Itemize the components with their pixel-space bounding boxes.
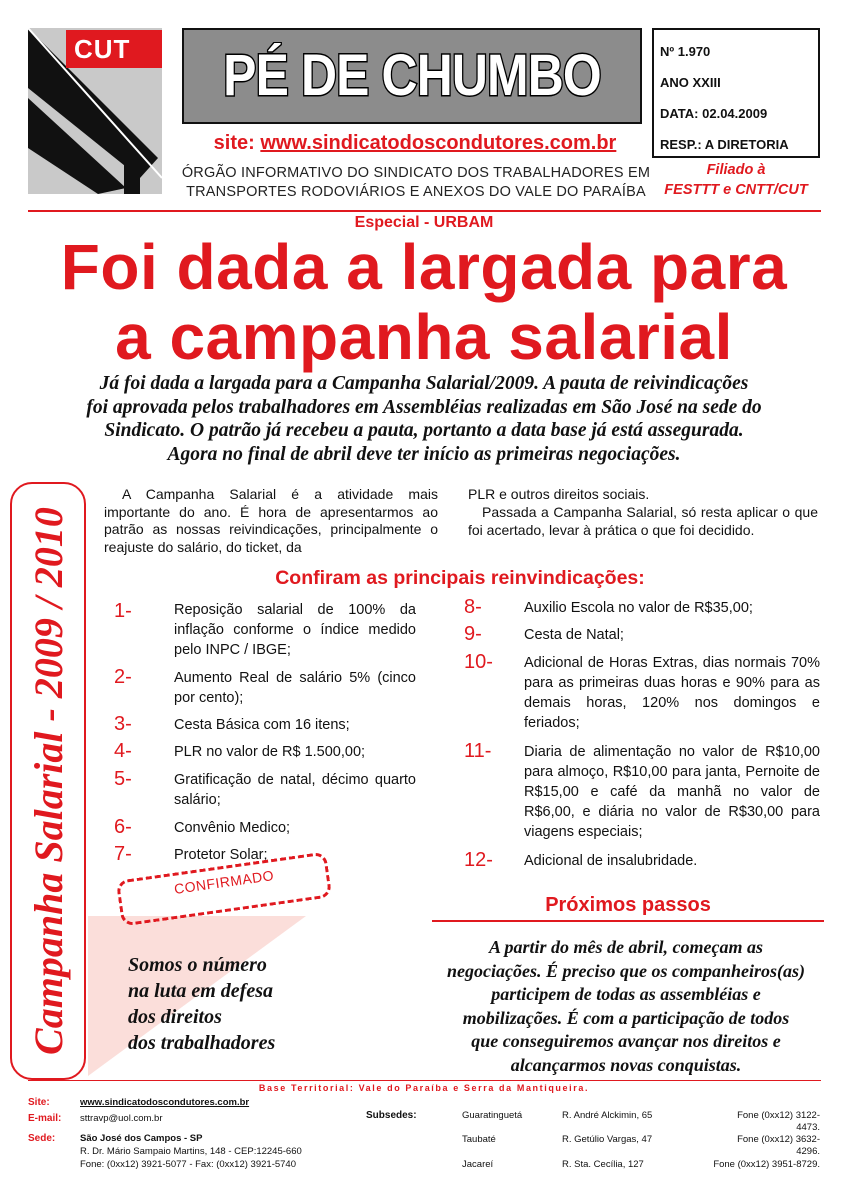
- site-line: [190, 132, 640, 155]
- slogan: [128, 952, 348, 1056]
- subsede-phone: Fone (0xx12) 3632-: [737, 1134, 820, 1145]
- footer-divider: [28, 1080, 821, 1081]
- side-banner-text: Campanha Salarial - 2009 / 2010: [26, 507, 71, 1055]
- demand-number: 12-: [464, 849, 493, 871]
- site-label: site:: [213, 132, 255, 154]
- footer-sede-label: Sede:: [28, 1133, 56, 1144]
- demand-number: 9-: [464, 623, 482, 645]
- slogan-line: dos trabalhadores: [128, 1032, 276, 1054]
- demand-text: Adicional de insalubridade.: [524, 853, 698, 869]
- demand-number: 4-: [114, 740, 132, 762]
- org-description: [176, 164, 656, 202]
- demand-text: Cesta Básica com 16 itens;: [174, 717, 350, 733]
- subsede-city: Jacareí: [462, 1159, 494, 1170]
- lead-line: foi aprovada pelos trabalhadores em Assembléias realizadas em São José na sede do: [86, 396, 762, 418]
- footer-sede-address: R. Dr. Mário Sampaio Martins, 148 - CEP:12245-660: [80, 1146, 302, 1157]
- org-line-1: ÓRGÃO INFORMATIVO DO SINDICATO DOS TRABALHADORES EM: [181, 165, 651, 181]
- demand-text: Aumento Real de salário 5% (cinco por cento);: [174, 670, 416, 706]
- slogan-line: Somos o número: [128, 954, 267, 976]
- lead-line: Sindicato. O patrão já recebeu a pauta, portanto a data base já está assegurada.: [104, 420, 744, 441]
- next-steps-divider: [432, 920, 824, 922]
- org-line-2: TRANSPORTES RODOVIÁRIOS E ANEXOS DO VALE DO PARAÍBA: [186, 184, 646, 200]
- affiliation: [652, 160, 820, 200]
- footer-subsedes-label: Subsedes:: [366, 1110, 417, 1121]
- next-steps-line: alcançarmos novas conquistas.: [510, 1054, 742, 1075]
- subsede-phone: Fone (0xx12) 3122-: [737, 1110, 820, 1121]
- issue-info-box: [652, 28, 820, 158]
- footer-sede-city: São José dos Campos - SP: [80, 1133, 203, 1144]
- lead-line: Agora no final de abril deve ter início as primeiras negociações.: [167, 443, 681, 465]
- demand-number: 2-: [114, 666, 132, 688]
- affiliation-line-1: Filiado à: [706, 162, 766, 178]
- footer-email-label: E-mail:: [28, 1113, 62, 1124]
- kicker: Especial - URBAM: [354, 214, 494, 231]
- headline-line-2: a campanha salarial: [115, 301, 733, 373]
- demand-number: 8-: [464, 596, 482, 618]
- issue-number: Nº 1.970: [660, 44, 711, 59]
- demand-number: 7-: [114, 843, 132, 865]
- subsede-phone: Fone (0xx12) 3951-8729.: [713, 1159, 820, 1170]
- demand-number: 5-: [114, 768, 132, 790]
- footer-site-label: Site:: [28, 1097, 50, 1108]
- next-steps-line: negociações. É preciso que os companheiros(as): [447, 960, 805, 981]
- newspaper-title: PÉ DE CHUMBO: [223, 43, 601, 108]
- next-steps-heading: Próximos passos: [545, 894, 711, 916]
- subsede-address: R. Getúlio Vargas, 47: [562, 1134, 653, 1145]
- intro-right-continuation: PLR e outros direitos sociais.: [468, 486, 650, 502]
- demand-number: 3-: [114, 713, 132, 735]
- headline-line-1: Foi dada a largada para: [60, 231, 788, 303]
- demand-text: Cesta de Natal;: [524, 627, 624, 643]
- demand-text: Protetor Solar;: [174, 847, 268, 863]
- headline: [0, 232, 848, 372]
- next-steps-line: que conseguiremos avançar nos direitos e: [471, 1031, 781, 1051]
- issue-responsible: RESP.: A DIRETORIA: [660, 137, 789, 152]
- next-steps-line: A partir do mês de abril, começam as: [489, 937, 763, 957]
- subsede-address: R. André Alckimin, 65: [562, 1110, 653, 1121]
- site-link[interactable]: www.sindicatodoscondutores.com.br: [260, 132, 617, 154]
- subsede-phone: 4296.: [796, 1146, 820, 1157]
- demand-number: 1-: [114, 600, 132, 622]
- subsede-phone: 4473.: [796, 1122, 820, 1133]
- demand-number: 10-: [464, 651, 493, 673]
- cut-logo: CUT: [66, 30, 162, 68]
- demand-text: PLR no valor de R$ 1.500,00;: [174, 744, 366, 760]
- intro-right-paragraph: Passada a Campanha Salarial, só resta aplicar o que foi acertado, levar à prática o que foi decidido.: [468, 504, 818, 538]
- footer-email-link[interactable]: sttravp@uol.com.br: [80, 1113, 163, 1124]
- issue-date: DATA: 02.04.2009: [660, 106, 768, 121]
- base-territorial: Base Territorial: Vale do Paraíba e Serra da Mantiqueira.: [258, 1083, 590, 1093]
- issue-year: ANO XXIII: [660, 75, 721, 90]
- next-steps-text: [428, 936, 824, 1077]
- slogan-line: dos direitos: [128, 1006, 222, 1028]
- affiliation-line-2: FESTTT e CNTT/CUT: [664, 182, 808, 198]
- demand-text: Reposição salarial de 100% da inflação conforme o índice medido pelo INPC / IBGE;: [174, 602, 416, 658]
- next-steps-line: mobilizações. É com a participação de todos: [462, 1007, 790, 1028]
- demand-text: Gratificação de natal, décimo quarto salário;: [174, 772, 416, 808]
- footer-site-link[interactable]: www.sindicatodoscondutores.com.br: [80, 1097, 250, 1108]
- intro-left-column: A Campanha Salarial é a atividade mais importante do ano. É hora de apresentarmos ao patrão as nossas reivindicações, principalmente o reajuste do salário, do ticket, da: [104, 486, 438, 555]
- lead-line: Já foi dada a largada para a Campanha Salarial/2009. A pauta de reivindicações: [99, 373, 749, 394]
- top-divider: [28, 210, 821, 212]
- demand-number: 6-: [114, 816, 132, 838]
- demand-text: Auxilio Escola no valor de R$35,00;: [524, 600, 753, 616]
- lead-paragraph: [36, 372, 812, 466]
- subsede-city: Taubaté: [462, 1134, 496, 1145]
- demand-number: 11-: [464, 740, 492, 762]
- demands-heading: Confiram as principais reinvindicações:: [275, 567, 645, 589]
- demand-text: Diaria de alimentação no valor de R$10,00 para almoço, R$10,00 para janta, Pernoite de R$15,00 e café da manhã no valor de R$6,00, e diária no valor de R$30,00 para viagens especiais;: [524, 744, 820, 840]
- subsede-address: R. Sta. Cecília, 127: [562, 1159, 644, 1170]
- demand-text: Adicional de Horas Extras, dias normais 70% para as primeiras duas horas e 90% para as demais horas, 120% nos domingos e feriados;: [524, 655, 820, 731]
- subsede-city: Guaratinguetá: [462, 1110, 523, 1121]
- next-steps-line: participem de todas as assembléias e: [491, 984, 761, 1004]
- slogan-line: na luta em defesa: [128, 980, 273, 1002]
- demand-text: Convênio Medico;: [174, 820, 291, 836]
- confirmed-stamp: CONFIRMADO: [173, 867, 275, 897]
- footer-sede-phone: Fone: (0xx12) 3921-5077 - Fax: (0xx12) 3921-5740: [80, 1159, 296, 1170]
